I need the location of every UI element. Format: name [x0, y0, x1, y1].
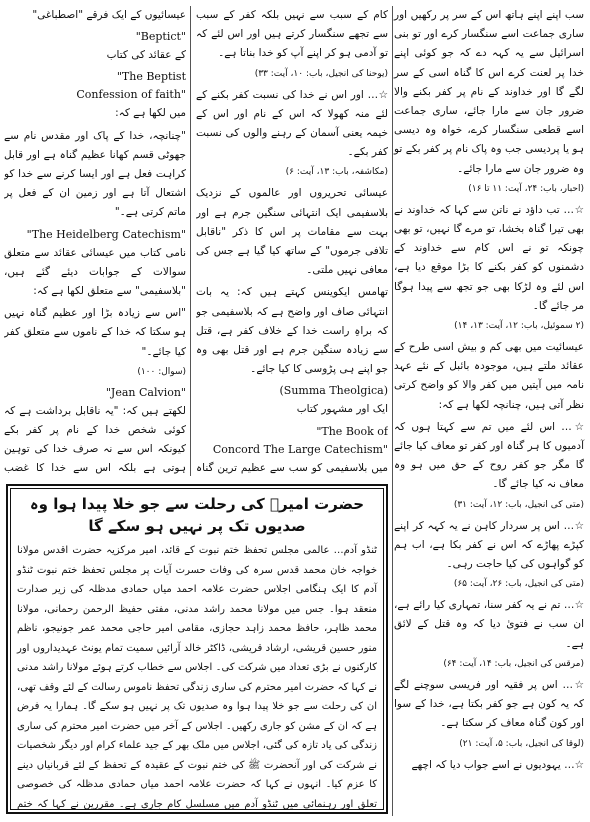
paragraph: ایک اور مشہور کتاب	[296, 403, 388, 416]
reference: (سوال: ۱۰۰)	[137, 366, 186, 377]
middle-column	[196, 6, 388, 476]
paragraph: کے عقائد کی کتاب	[106, 49, 186, 62]
paragraph: سب اپنے اپنے ہاتھ اس کے سر پر رکھیں اور ساری جماعت اسے سنگسار کرے اور تو بنی اسرائیل سے یہ کہہ دے کہ جو کوئی اپنے خدا پر لعنت کرے اس کا گناہ اسی کے سر لگے گا اور خداوند کے نام پر کفر بکنے والا ضرور جان سے مارا جائے، ساری جماعت اسے قطعی سنگسار کرے، خواہ وہ دیسی ہو یا پردیسی جب وہ پاک نام پر کفر بکے تو وہ ضرور جان سے مارا جائے۔	[394, 9, 584, 175]
english-term: "Beptict"	[135, 30, 186, 44]
book-title: Confession of faith"	[76, 88, 186, 102]
source-citation: (Summa Theolgica)	[279, 384, 388, 398]
author-name: "Jean Calvion"	[105, 385, 186, 399]
paragraph: عیسائی تحریروں اور عالموں کے نزدیک بلاسفیمی ایک انتہائی سنگین جرم ہے اور بہت سے مقامات پر اس کا ذکر "ناقابل تلافی جرموں" کے ساتھ کیا گیا ہے جس کی معافی نہیں ملتی۔	[196, 187, 388, 277]
paragraph: ☆… اور اس نے خدا کی نسبت کفر بکنے کے لئے منہ کھولا کہ اس کے نام اور اس کے خیمہ یعنی آسمان کے رہنے والوں کی نسبت کفر بکے۔	[196, 88, 388, 159]
paragraph: ☆… اس پر فقیہ اور فریسی سوچنے لگے کہ یہ کون ہے جو کفر بکتا ہے، خدا کے سوا اور کون گناہ معاف کر سکتا ہے۔	[394, 678, 584, 730]
book-title: "The Book of	[316, 424, 388, 438]
news-box	[6, 484, 388, 814]
paragraph: ☆… تم نے یہ کفر سنا، تمہاری کیا رائے ہے، ان سب نے فتویٰ دیا کہ وہ قتل کے لائق ہے۔	[394, 599, 584, 650]
column-divider	[190, 6, 191, 476]
paragraph: نامی کتاب میں عیسائی عقائد سے متعلق سوالات کے جوابات دیئے گئے ہیں، "بلاسفیمی" سے متعلق لکھا ہے کہ:	[4, 246, 186, 298]
paragraph: عیسائیت میں بھی کم و بیش اسی طرح کے عقائد ملتے ہیں، موجودہ بائبل کے نئے عہد نامہ میں آیتیں میں کفر والا کو واضح کرتی نظر آتی ہیں، چنانچہ لکھا ہے کہ:	[394, 341, 584, 411]
news-body: ٹنڈو آدم… عالمی مجلس تحفظ ختم نبوت کے قائد، امیر مرکزیہ حضرت اقدس مولانا خواجہ خان محمد قدس سرہ کی وفات حسرت آیات پر مجلس تحفظ ختم نبوت ٹنڈو آدم کا ایک ہنگامی اجلاس حضرت علامہ احمد میاں حمادی مدظلہ کی زیر صدارت منعقد ہوا۔ جس میں مولانا محمد راشد مدنی، مفتی حفیظ الرحمن رحمانی، مولانا محمد ظاہر، حافظ محمد زاہد حجازی، مقامی امیر حاجی محمد عمر جونیجو، ناظم منور حسین قریشی، ارشاد قریشی، ڈاکٹر خالد آرائیں سمیت تمام یونٹ عہدیداروں اور کارکنوں نے بڑی تعداد میں شرکت کی۔ اجلاس سے خطاب کرتے ہوئے مولانا راشد مدنی نے کہا کہ حضرت امیر محترم کی ساری زندگی تحفظ ناموس رسالت کے لئے وقف تھی، ان کی رحلت سے جو خلا پیدا ہوا وہ صدیوں تک پر نہیں ہو سکے گا۔ ہمارا یہ فرض ہے کہ ان کے مشن کو جاری رکھیں۔ اجلاس کے آخر میں حضرت امیر محترم کی ساری زندگی کی یاد تازہ کی گئی، اجلاس میں ملک بھر کے جید علماء کرام اور دیگر شخصیات نے شرکت کی اور آنحضرت ﷺ کی ختم نبوت کے عقیدہ کے تحفظ کے لئے قربانیاں دینے کا عزم کیا۔ انہوں نے کہا کہ حضرت علامہ احمد میاں حمادی مدظلہ کی خصوصی تعلق اور رہنمائی میں ٹنڈو آدم میں مسلسل کام جاری ہے۔ مقررین نے کہا کہ ختم	[17, 545, 377, 810]
reference: (مرقس کی انجیل، باب: ۱۴، آیت: ۶۴)	[443, 658, 584, 669]
paragraph: ☆… اس پر سردار کاہن نے یہ کہہ کر اپنے کپڑے پھاڑے کہ اس نے کفر بکا ہے، اب ہم کو گواہوں کی کیا حاجت رہی۔	[394, 519, 584, 571]
paragraph: عیسائیوں کے ایک فرقے "اصطباغی"	[32, 9, 186, 21]
quotation: لکھتے ہیں کہ: "یہ ناقابل برداشت ہے کہ کوئی شخص خدا کے نام پر کفر بکے کیونکہ اس سے نہ صرف خدا کی توہین ہوتی ہے بلکہ اس سے خدا کا غضب	[4, 404, 186, 475]
reference: (متی کی انجیل، باب: ۱۲، آیت: ۳۱)	[453, 499, 584, 510]
left-column	[4, 6, 186, 476]
news-box-inner	[10, 488, 384, 810]
paragraph: کام کے سبب سے نہیں بلکہ کفر کے سبب سے تجھے سنگسار کرتے ہیں اور اس لئے کہ تو آدمی ہو کر اپنے آپ کو خدا بناتا ہے۔	[196, 9, 388, 60]
paragraph: تھامس ایکوینس کہتے ہیں کہ: یہ بات انتہائی صاف اور واضح ہے کہ بلاسفیمی جو کہ براہِ راست خدا کے خلاف کفر ہے، قتل سے زیادہ سنگین جرم ہے اور قتل بھی وہ جو اپنے ہی پڑوسی کا کیا جائے۔	[196, 286, 388, 376]
reference: (احبار، باب: ۲۴، آیت: ۱۱ تا ۱۶)	[468, 183, 584, 194]
book-title: "The Beptist	[116, 70, 186, 84]
quotation: "اس سے زیادہ بڑا اور عظیم گناہ نہیں ہو سکتا کہ خدا کے ناموں سے متعلق کفر کیا جائے۔"	[4, 307, 186, 358]
reference: (یوحنا کی انجیل، باب: ۱۰، آیت: ۳۳)	[254, 68, 388, 79]
reference: (۲ سموئیل، باب: ۱۲، آیت: ۱۳، ۱۴)	[454, 321, 584, 332]
book-title: Concord The Large Catechism"	[212, 442, 388, 456]
paragraph: ☆… تب داؤد نے ناتن سے کہا کہ خداوند نے بھی تیرا گناہ بخشا، تو مرے گا نہیں، تو بھی چونکہ تو نے اس کام سے خداوند کے دشمنوں کو کفر بکنے کا بڑا موقع دیا ہے، اس لئے وہ لڑکا بھی جو تجھ سے پیدا ہوگا مر جائے گا۔	[394, 203, 584, 312]
reference: (متی کی انجیل، باب: ۲۶، آیت: ۶۵)	[453, 579, 584, 590]
book-title: "The Heidelberg Catechism"	[26, 227, 186, 241]
quotation: "چنانچہ، خدا کے پاک اور مقدس نام سے جھوٹی قسم کھانا عظیم گناہ ہے اور قابل کراہت فعل ہے اور ایسا کرنے سے خدا کو اشتعال آتا ہے اور زمین ان کے فعل پر ماتم کرتی ہے۔"	[4, 129, 186, 219]
paragraph: ☆… یہودیوں نے اسے جواب دیا کہ اچھے	[411, 758, 584, 771]
news-headline: حضرت امیرؒ کی رحلت سے جو خلا پیدا ہوا وہ صدیوں تک پر نہیں ہو سکے گا	[29, 495, 365, 535]
right-column	[394, 6, 584, 778]
reference: (لوقا کی انجیل، باب: ۵، آیت: ۲۱)	[459, 738, 584, 749]
paragraph: ☆… اس لئے میں تم سے کہتا ہوں کہ آدمیوں کا ہر گناہ اور کفر تو معاف کیا جائے گا مگر جو کفر روح کے حق میں ہو وہ معاف نہ کیا جائے گا۔	[394, 420, 584, 491]
paragraph: میں لکھا ہے کہ:	[115, 107, 186, 120]
reference: (مکاشفہ، باب: ۱۳، آیت: ۶)	[285, 167, 388, 178]
paragraph: میں بلاسفیمی کو سب سے عظیم ترین گناہ	[196, 461, 388, 474]
column-divider	[392, 6, 393, 816]
